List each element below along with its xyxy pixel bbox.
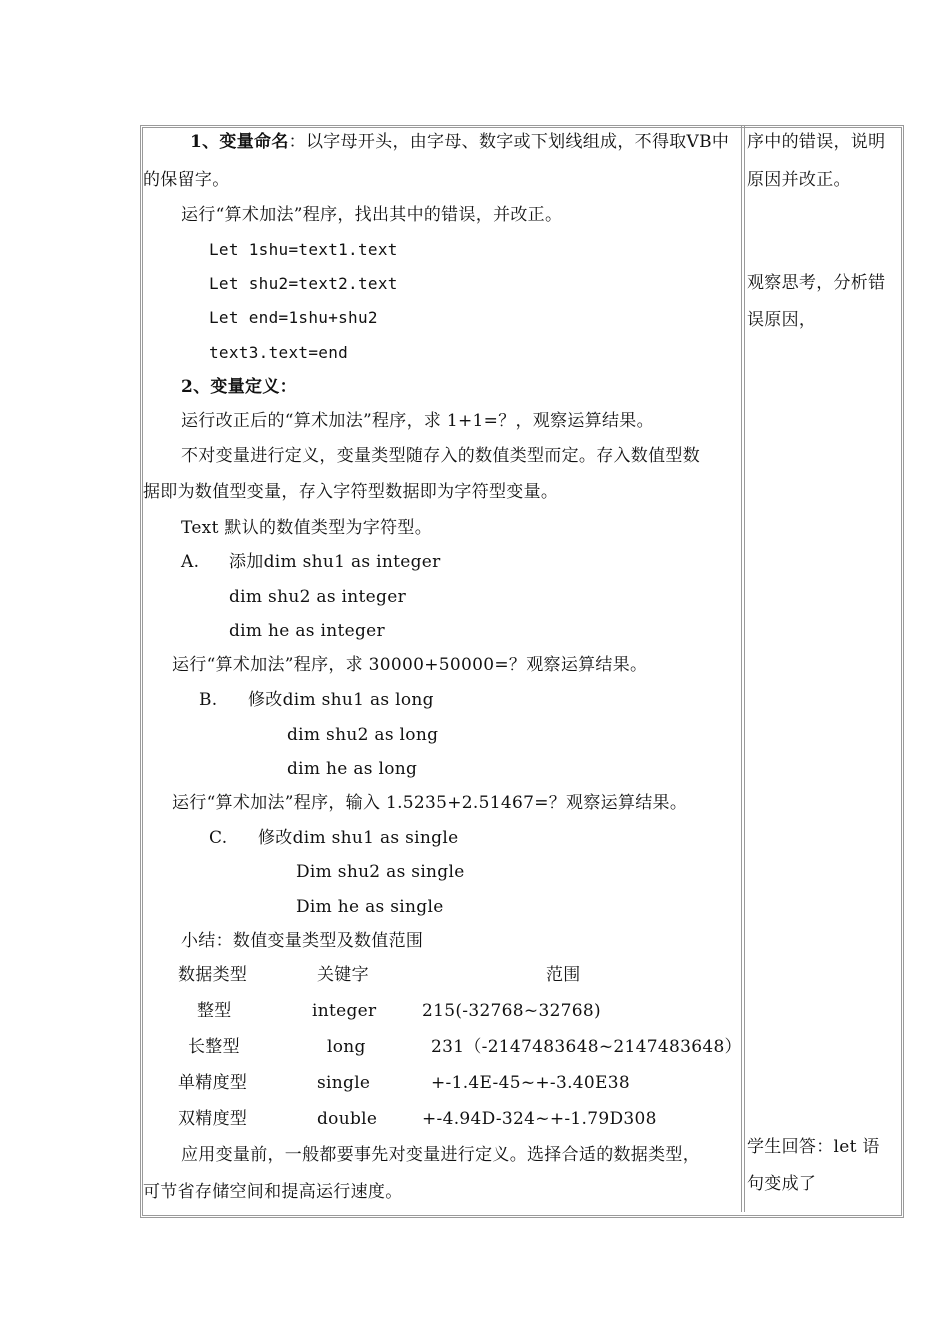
code-line: Let end=1shu+shu2 <box>209 308 378 327</box>
option-a-line: dim shu2 as integer <box>229 587 406 607</box>
summary-heading: 小结：数值变量类型及数值范围 <box>181 931 424 951</box>
paragraph-3a: 应用变量前，一般都要事先对变量进行定义。选择合适的数据类型， <box>181 1145 700 1165</box>
table-cell-type: 单精度型 <box>178 1073 248 1093</box>
table-cell-keyword: single <box>317 1073 371 1093</box>
section1-cont: 的保留字。 <box>143 170 230 190</box>
side-note-2b: 误原因， <box>747 310 817 330</box>
run-instruction-3: 运行“算术加法”程序，求 30000+50000=？观察运算结果。 <box>172 655 648 675</box>
table-cell-range: +-1.4E-45~+-3.40E38 <box>431 1073 630 1093</box>
option-a-line: dim he as integer <box>229 621 385 641</box>
paragraph-1b: 据即为数值型变量，存入字符型数据即为字符型变量。 <box>143 482 559 502</box>
table-header-range: 范围 <box>546 965 581 985</box>
side-note-1a: 序中的错误，说明 <box>747 132 886 152</box>
table-header-keyword: 关键字 <box>317 965 369 985</box>
table-cell-range: 231（-2147483648~2147483648） <box>431 1037 742 1057</box>
option-c-line: 修改dim shu1 as single <box>258 828 459 848</box>
code-line: Let shu2=text2.text <box>209 274 398 293</box>
side-note-1b: 原因并改正。 <box>747 170 851 190</box>
section1-title: 1、变量命名 <box>190 132 289 152</box>
side-note-3b: 句变成了 <box>747 1174 817 1194</box>
option-a-label: A. <box>181 552 200 572</box>
option-b-line: dim he as long <box>287 759 418 779</box>
code-line: text3.text=end <box>209 343 349 362</box>
run-instruction-4: 运行“算术加法”程序，输入 1.5235+2.51467=？观察运算结果。 <box>172 793 688 813</box>
option-b-line: dim shu2 as long <box>287 725 439 745</box>
side-note-2a: 观察思考，分析错 <box>747 273 886 293</box>
paragraph-3b: 可节省存储空间和提高运行速度。 <box>143 1182 403 1202</box>
run-instruction-1: 运行“算术加法”程序，找出其中的错误，并改正。 <box>181 205 563 225</box>
section2-title: 2、变量定义： <box>181 377 297 397</box>
table-cell-type: 双精度型 <box>178 1109 248 1129</box>
paragraph-1a: 不对变量进行定义，变量类型随存入的数值类型而定。存入数值型数 <box>181 446 700 466</box>
table-cell-type: 长整型 <box>188 1037 240 1057</box>
option-b-label: B. <box>199 690 218 710</box>
option-c-line: Dim shu2 as single <box>296 862 465 882</box>
option-b-line: 修改dim shu1 as long <box>248 690 434 710</box>
table-cell-range: 215(-32768~32768) <box>422 1001 601 1021</box>
table-cell-keyword: long <box>327 1037 366 1057</box>
option-c-line: Dim he as single <box>296 897 444 917</box>
section1-line <box>190 132 729 152</box>
table-cell-keyword: integer <box>312 1001 377 1021</box>
table-cell-keyword: double <box>317 1109 378 1129</box>
table-cell-type: 整型 <box>197 1001 232 1021</box>
paragraph-2: Text 默认的数值类型为字符型。 <box>181 518 433 538</box>
section1-text: ：以字母开头，由字母、数字或下划线组成，不得取VB中 <box>288 132 730 152</box>
table-header-type: 数据类型 <box>178 965 248 985</box>
option-a-line: 添加dim shu1 as integer <box>229 552 441 572</box>
option-c-label: C. <box>209 828 228 848</box>
code-line: Let 1shu=text1.text <box>209 240 398 259</box>
run-instruction-2: 运行改正后的“算术加法”程序，求 1+1=？，观察运算结果。 <box>181 411 654 431</box>
table-cell-range: +-4.94D-324~+-1.79D308 <box>422 1109 657 1129</box>
side-note-3a: 学生回答：let 语 <box>747 1137 880 1157</box>
